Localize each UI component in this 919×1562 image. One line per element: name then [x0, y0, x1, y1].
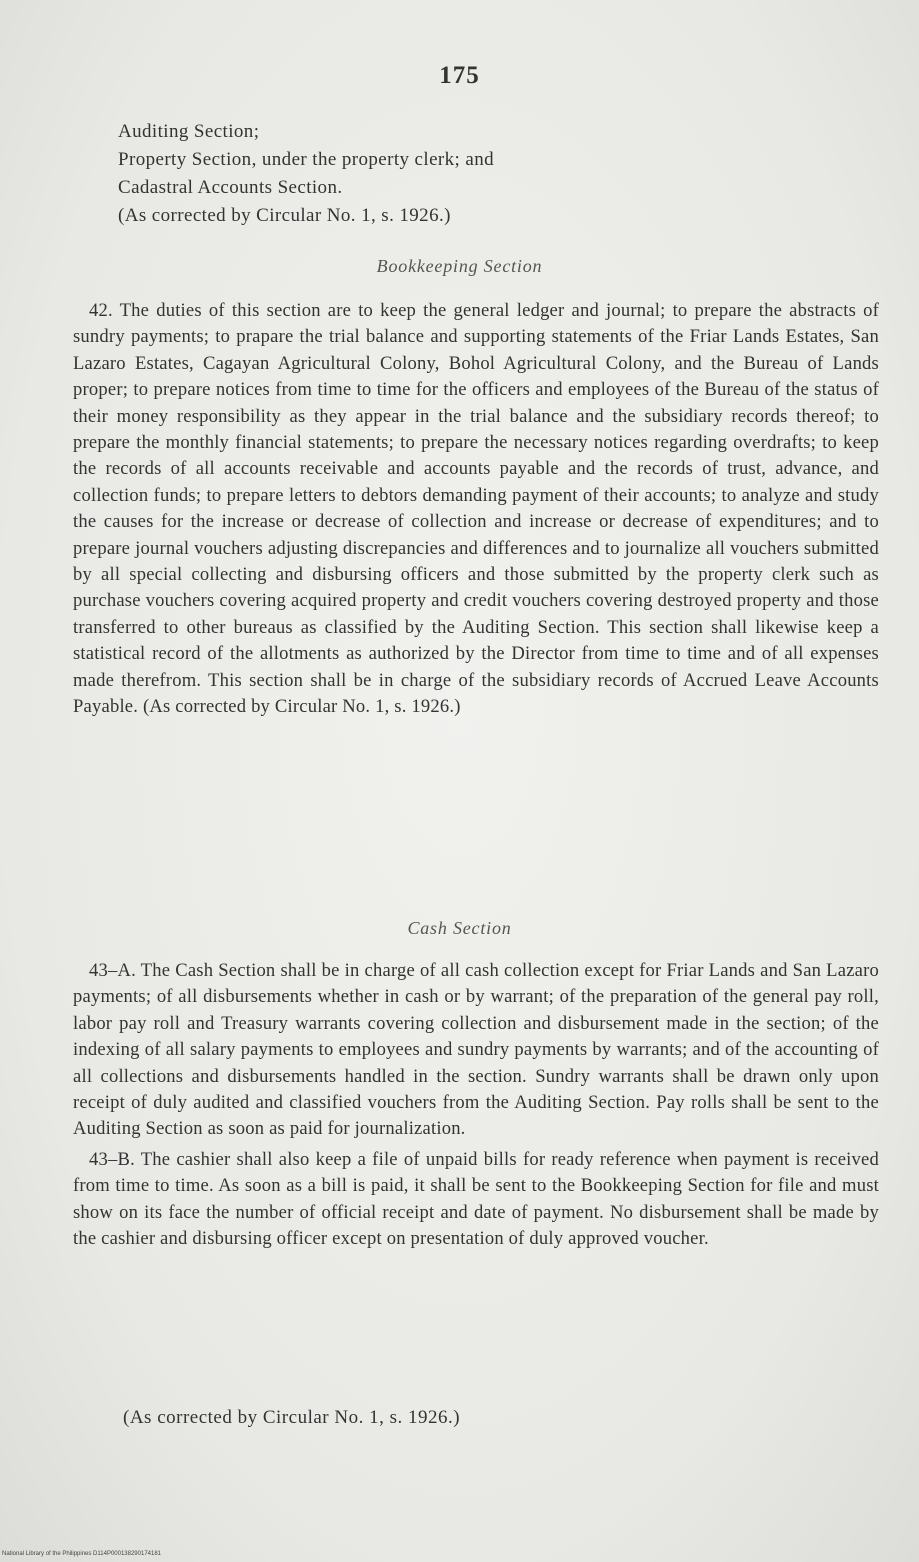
cash-heading: Cash Section [407, 918, 512, 938]
intro-line: Auditing Section; [118, 121, 260, 142]
closing-note: (As corrected by Circular No. 1, s. 1926.) [123, 1407, 461, 1428]
cash-section [73, 958, 879, 1252]
intro-list [118, 118, 494, 230]
paragraph-42: 42. The duties of this section are to keep the general ledger and journal; to prepare the abstracts of sundry payments; to prapare the trial balance and supporting statements of the Friar Lands Estates, San Lazaro Estates, Cagayan Agricultural Colony, Bohol Agricultural Colony, and the Bureau of Lands proper; to prepare notices from time to time for the officers and employees of the Bureau of the status of their money responsibility as they appear in the trial balance and the subsidiary records thereof; to prepare the monthly financial statements; to prepare the necessary notices regarding overdrafts; to keep the records of all accounts receivable and accounts payable and the records of trust, advance, and collection funds; to prepare letters to debtors demanding payment of their accounts; to analyze and study the causes for the increase or decrease of collection and increase or decrease of expenditures; and to prepare journal vouchers adjusting discrepancies and differences and to journalize all vouchers submitted by all special collecting and disbursing officers and those submitted by the property clerk such as purchase vouchers covering acquired property and credit vouchers covering destroyed property and those transferred to other bureaus as classified by the Auditing Section. This section shall likewise keep a statistical record of the allotments as authorized by the Director from time to time and of all expenses made therefrom. This section shall be in charge of the subsidiary records of Accrued Leave Accounts Payable. (As corrected by Circular No. 1, s. 1926.) [73, 300, 879, 718]
intro-line: (As corrected by Circular No. 1, s. 1926.) [118, 205, 451, 226]
scan-footer: National Library of the Philippines D114P000138290174181 [2, 1551, 162, 1557]
page-number: 175 [439, 62, 480, 89]
bookkeeping-section [73, 298, 879, 721]
bookkeeping-heading: Bookkeeping Section [376, 256, 543, 276]
paragraph-43b: 43–B. The cashier shall also keep a file of unpaid bills for ready reference when payment is received from time to time. As soon as a bill is paid, it shall be sent to the Bookkeeping Section for file and must show on its face the number of official receipt and date of payment. No disbursement shall be made by the cashier and disbursing officer except on presentation of duly approved voucher. [73, 1148, 879, 1250]
intro-line: Cadastral Accounts Section. [118, 177, 343, 198]
intro-line: Property Section, under the property clerk; and [118, 149, 494, 170]
paragraph-43a: 43–A. The Cash Section shall be in charge of all cash collection except for Friar Lands and San Lazaro payments; of all disbursements whether in cash or by warrant; of the preparation of the general pay roll, labor pay roll and Treasury warrants covering collection and disbursement made in the section; of the indexing of all salary payments to employees and sundry payments by warrants; and of the accounting of all collections and disbursements handled in the section. Sundry warrants shall be drawn only upon receipt of duly audited and classified vouchers from the Auditing Section. Pay rolls shall be sent to the Auditing Section as soon as paid for journalization. [73, 960, 879, 1140]
